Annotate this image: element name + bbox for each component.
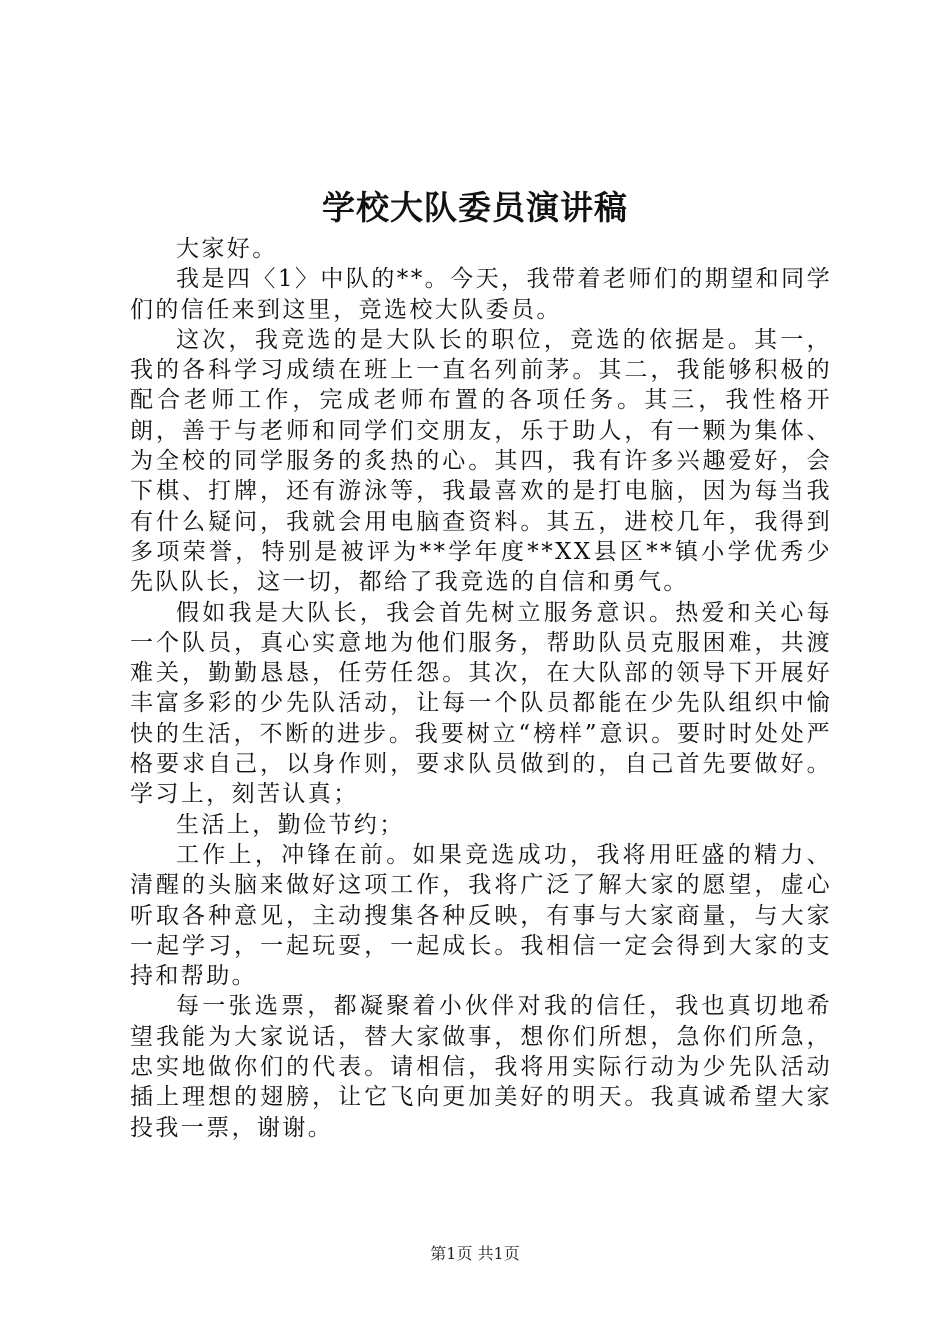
document-title: 学校大队委员演讲稿 [322,188,628,227]
paragraph-introduction: 我是四〈1〉中队的**。今天，我带着老师们的期望和同学们的信任来到这里，竞选校大队委员。 [130,266,832,323]
paragraph-plans: 假如我是大队长，我会首先树立服务意识。热爱和关心每一个队员，真心实意地为他们服务，帮助队员克服困难，共渡难关，勤勤恳恳，任劳任怨。其次，在大队部的领导下开展好丰富多彩的少先队活动，让每一个队员都能在少先队组织中愉快的生活，不断的进步。我要树立“榜样”意识。要时时处处严格要求自己，以身作则，要求队员做到的，自己首先要做好。学习上，刻苦认真； [130,599,832,808]
paragraph-qualifications: 这次，我竞选的是大队长的职位，竞选的依据是。其一，我的各科学习成绩在班上一直名列前茅。其二，我能够积极的配合老师工作，完成老师布置的各项任务。其三，我性格开朗，善于与老师和同学们交朋友，乐于助人，有一颗为集体、为全校的同学服务的炙热的心。其四，我有许多兴趣爱好，会下棋、打牌，还有游泳等，我最喜欢的是打电脑，因为每当我有什么疑问，我就会用电脑查资料。其五，进校几年，我得到多项荣誉，特别是被评为**学年度**XX县区**镇小学优秀少先队队长，这一切，都给了我竞选的自信和勇气。 [130,326,832,596]
paragraph-greeting: 大家好。 [176,236,278,262]
document-body [130,234,832,1143]
page-indicator: 第1页 共1页 [430,1244,520,1263]
paragraph-work: 工作上，冲锋在前。如果竞选成功，我将用旺盛的精力、清醒的头脑来做好这项工作，我将广泛了解大家的愿望，虚心听取各种意见，主动搜集各种反映，有事与大家商量，与大家一起学习，一起玩耍，一起成长。我相信一定会得到大家的支持和帮助。 [130,841,832,990]
paragraph-closing: 每一张选票，都凝聚着小伙伴对我的信任，我也真切地希望我能为大家说话，替大家做事，想你们所想，急你们所急，忠实地做你们的代表。请相信，我将用实际行动为少先队活动插上理想的翅膀，让它飞向更加美好的明天。我真诚希望大家投我一票，谢谢。 [130,993,832,1141]
paragraph-life: 生活上，勤俭节约； [176,811,405,838]
